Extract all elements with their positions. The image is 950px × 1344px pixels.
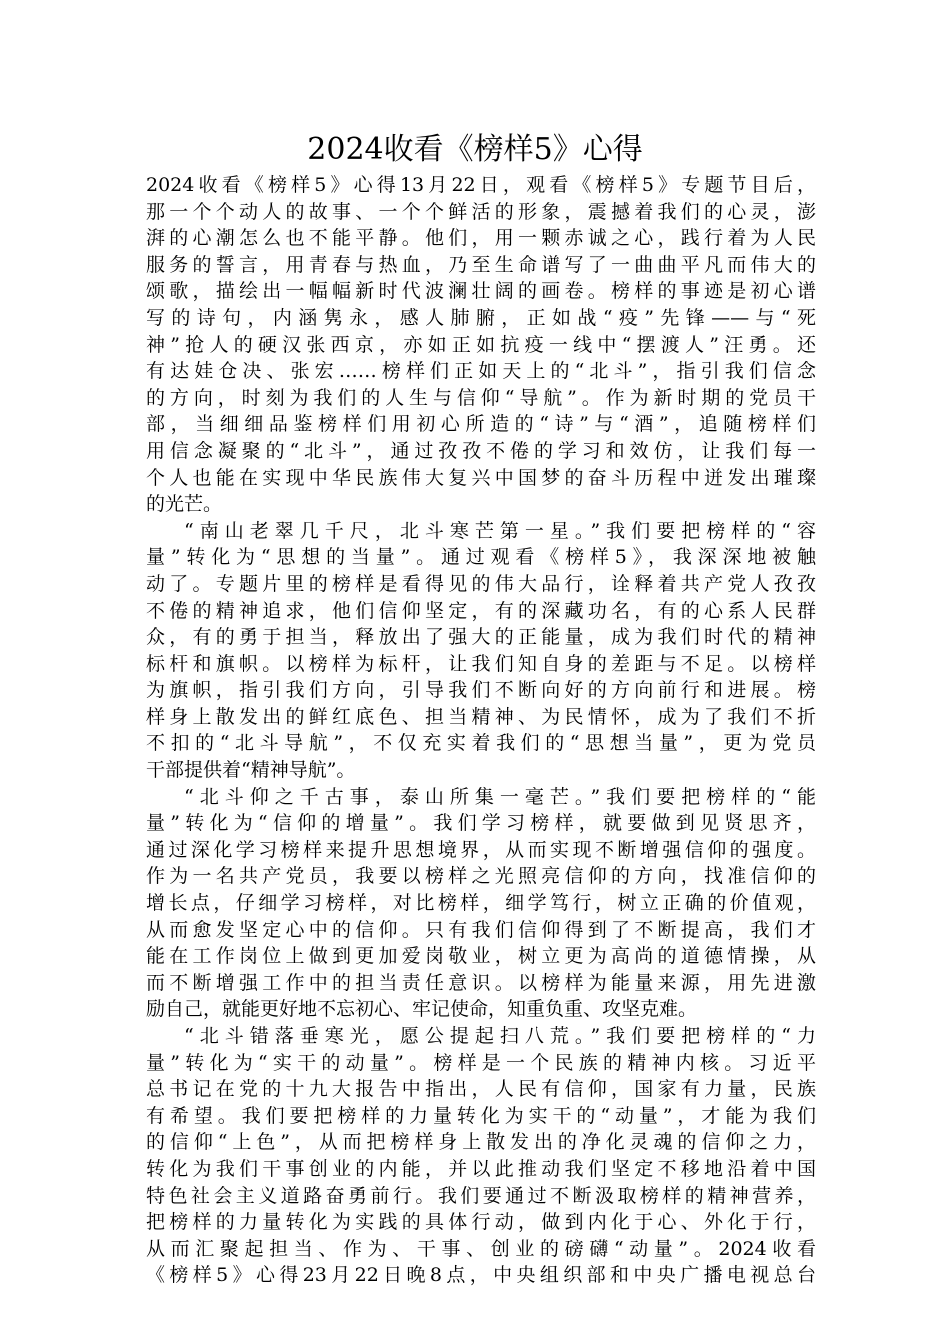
paragraph-line: “南山老翠几千尺，北斗寒芒第一星。”我们要把榜样的“容 [184, 519, 816, 542]
paragraph-line: 2024收看《榜样5》心得13月22日，观看《榜样5》专题节目后， [146, 174, 816, 196]
paragraph-line: 颂歌，描绘出一幅幅新时代波澜壮阔的画卷。榜样的事迹是初心谱 [146, 280, 816, 303]
paragraph-line: 不扣的“北斗导航”，不仅充实着我们的“思想当量”，更为党员 [146, 732, 816, 755]
paragraph-line: 动了。专题片里的榜样是看得见的伟大品行，诠释着共产党人孜孜 [146, 572, 816, 595]
paragraph-line: 把榜样的力量转化为实践的具体行动，做到内化于心、外化于行， [146, 1211, 816, 1234]
paragraph-line: 《榜样5》心得23月22日晚8点，中央组织部和中央广播电视总台 [146, 1264, 816, 1287]
paragraph-line: 总书记在党的十九大报告中指出，人民有信仰，国家有力量，民族 [146, 1078, 816, 1101]
paragraph-line: 通过深化学习榜样来提升思想境界，从而实现不断增强信仰的强度。 [146, 838, 816, 861]
paragraph-line: 不倦的精神追求，他们信仰坚定，有的深藏功名，有的心系人民群 [146, 599, 816, 622]
paragraph-line: 服务的誓言，用青春与热血，乃至生命谱写了一曲曲平凡而伟大的 [146, 253, 816, 276]
body-paragraph [146, 784, 816, 1023]
body-paragraph [146, 518, 816, 784]
paragraph-line: 有希望。我们要把榜样的力量转化为实干的“动量”，才能为我们 [146, 1104, 816, 1127]
document-title: 2024收看《榜样5》心得 [307, 132, 643, 167]
paragraph-line: 从而愈发坚定心中的信仰。只有我们信仰得到了不断提高，我们才 [146, 918, 816, 941]
paragraph-line: 众，有的勇于担当，释放出了强大的正能量，成为我们时代的精神 [146, 626, 816, 649]
paragraph-line: 用信念凝聚的“北斗”，通过孜孜不倦的学习和效仿，让我们每一 [146, 439, 816, 462]
paragraph-line: 量”转化为“思想的当量”。通过观看《榜样5》，我深深地被触 [146, 546, 816, 569]
paragraph-line: “北斗仰之千古事，泰山所集一毫芒。”我们要把榜样的“能 [184, 785, 816, 808]
body-paragraph [146, 1023, 816, 1289]
paragraph-line: 从而汇聚起担当、作为、干事、创业的磅礴“动量”。2024收看 [146, 1237, 816, 1260]
paragraph-line: 的方向，时刻为我们的人生与信仰“导航”。作为新时期的党员干 [146, 386, 816, 409]
paragraph-line: 转化为我们干事创业的内能，并以此推动我们坚定不移地沿着中国 [146, 1157, 816, 1180]
document-body [146, 172, 816, 1289]
paragraph-line: “北斗错落垂寒光，愿公提起扫八荒。”我们要把榜样的“力 [184, 1025, 816, 1047]
paragraph-line: 量”转化为“实干的动量”。榜样是一个民族的精神内核。习近平 [146, 1051, 816, 1074]
body-paragraph [146, 172, 816, 518]
paragraph-line: 为旗帜，指引我们方向，引导我们不断向好的方向前行和进展。榜 [146, 679, 816, 702]
paragraph-line: 标杆和旗帜。以榜样为标杆，让我们知自身的差距与不足。以榜样 [146, 652, 816, 675]
paragraph-line: 湃的心潮怎么也不能平静。他们，用一颗赤诚之心，践行着为人民 [146, 227, 816, 250]
paragraph-line: 样身上散发出的鲜红底色、担当精神、为民情怀，成为了我们不折 [146, 705, 816, 728]
paragraph-line: 那一个个动人的故事、一个个鲜活的形象，震撼着我们的心灵，澎 [146, 200, 816, 223]
paragraph-line: 个人也能在实现中华民族伟大复兴中国梦的奋斗历程中迸发出璀璨 [146, 466, 816, 489]
paragraph-line: 能在工作岗位上做到更加爱岗敬业，树立更为高尚的道德情操，从 [146, 945, 816, 968]
paragraph-line: 干部提供着“精神导航”。 [146, 759, 356, 782]
paragraph-line: 的信仰“上色”，从而把榜样身上散发出的净化灵魂的信仰之力， [146, 1131, 816, 1154]
paragraph-line: 作为一名共产党员，我要以榜样之光照亮信仰的方向，找准信仰的 [146, 865, 816, 888]
paragraph-line: 写的诗句，内涵隽永，感人肺腑，正如战“疫”先锋——与“死 [146, 306, 816, 329]
paragraph-line: 特色社会主义道路奋勇前行。我们要通过不断汲取榜样的精神营养， [146, 1184, 816, 1207]
paragraph-line: 增长点，仔细学习榜样，对比榜样，细学笃行，树立正确的价值观， [146, 892, 816, 915]
paragraph-line: 部，当细细品鉴榜样们用初心所造的“诗”与“酒”，追随榜样们 [146, 413, 816, 436]
paragraph-line: 量”转化为“信仰的增量”。我们学习榜样，就要做到见贤思齐， [146, 812, 816, 835]
paragraph-line: 的光芒。 [146, 493, 223, 516]
paragraph-line: 励自己，就能更好地不忘初心、牢记使命，知重负重、攻坚克难。 [146, 998, 698, 1021]
paragraph-line: 而不断增强工作中的担当责任意识。以榜样为能量来源，用先进激 [146, 971, 816, 994]
paragraph-line: 神”抢人的硬汉张西京，亦如正如抗疫一线中“摆渡人”汪勇。还 [146, 333, 816, 356]
paragraph-line: 有达娃仓决、张宏……榜样们正如天上的“北斗”，指引我们信念 [146, 360, 816, 383]
